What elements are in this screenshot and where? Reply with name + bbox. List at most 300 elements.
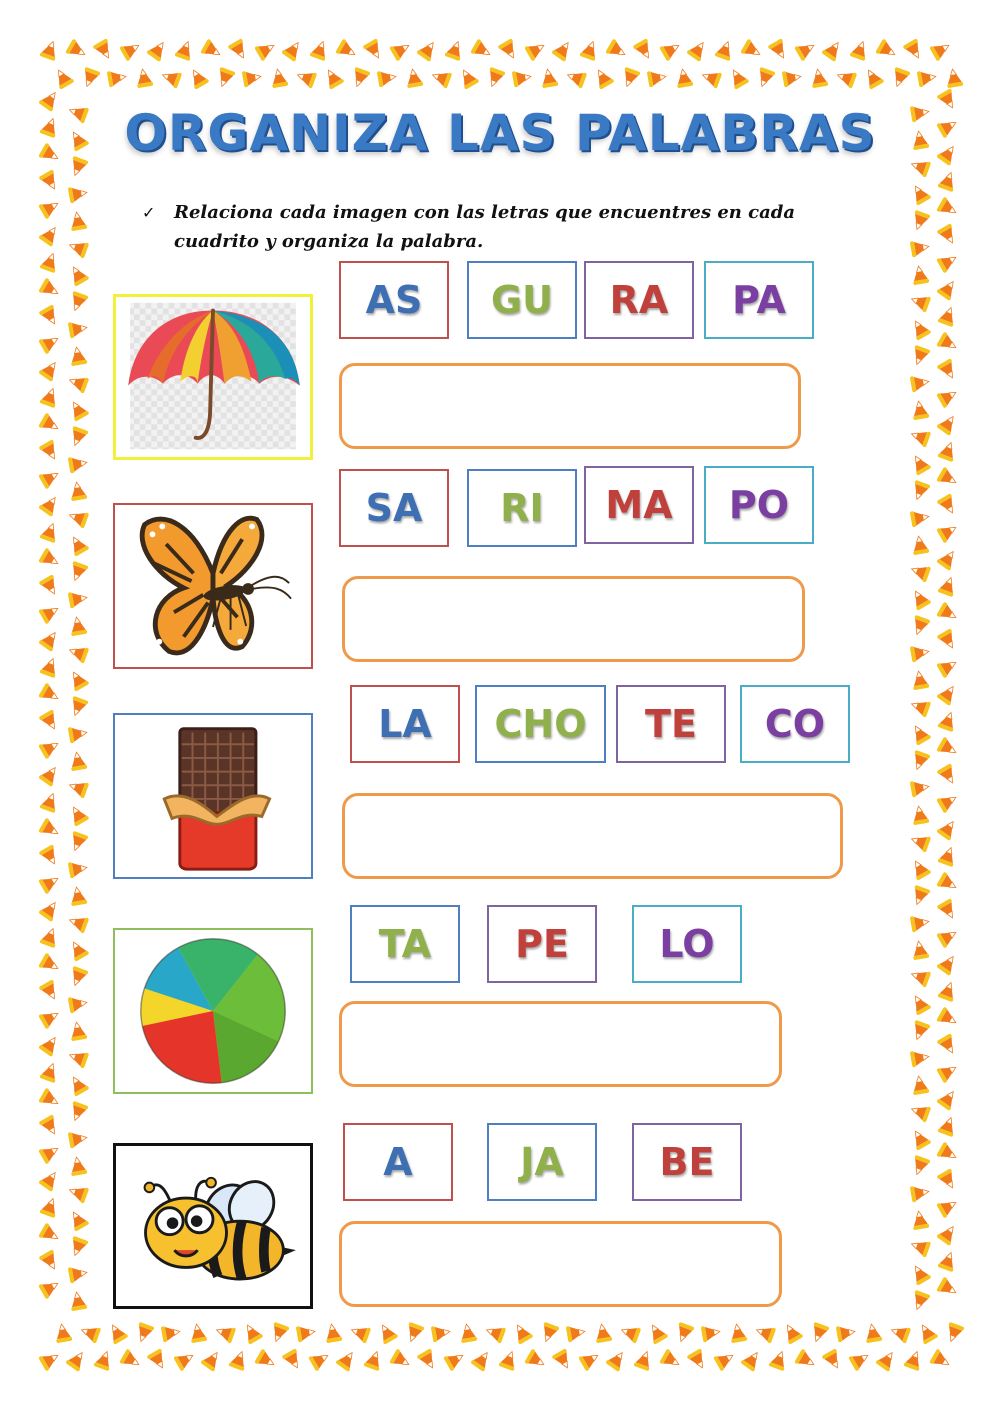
candy-corn-icon [605, 1348, 628, 1372]
candy-corn-icon [911, 400, 930, 421]
candy-corn-icon [389, 1349, 413, 1372]
candy-corn-icon [659, 39, 683, 62]
candy-corn-icon [936, 602, 960, 625]
candy-corn-icon [835, 67, 857, 88]
candy-corn-icon [911, 805, 930, 826]
candy-corn-icon [909, 480, 930, 502]
syllable-box[interactable]: TA [350, 905, 460, 983]
candy-corn-icon [281, 38, 304, 62]
candy-corn-icon [38, 223, 61, 247]
candy-corn-icon [389, 39, 413, 62]
chocolate-icon [115, 715, 311, 877]
syllable-box[interactable]: GU [467, 261, 577, 339]
candy-corn-icon [903, 1349, 924, 1371]
candy-corn-icon [67, 1208, 90, 1232]
candy-corn-icon [376, 1321, 399, 1345]
candy-corn-icon [540, 68, 559, 89]
candy-corn-icon [909, 1020, 930, 1042]
candy-corn-icon [67, 912, 89, 933]
candy-corn-icon [39, 304, 62, 328]
candy-corn-icon [38, 413, 62, 436]
candy-corn-icon [937, 1168, 960, 1192]
candy-corn-icon [910, 779, 931, 798]
candy-corn-icon [38, 332, 62, 355]
candy-corn-icon [538, 1322, 559, 1344]
candy-corn-icon [161, 1324, 182, 1343]
candy-corn-icon [38, 1277, 62, 1300]
candy-corn-icon [363, 38, 386, 62]
candy-corn-icon [39, 1249, 62, 1273]
candy-corn-icon [781, 1321, 804, 1345]
candy-corn-icon [39, 1196, 60, 1218]
candy-corn-icon [133, 1322, 154, 1344]
candy-corn-icon [69, 481, 88, 502]
syllable-box[interactable]: LO [632, 905, 742, 983]
candy-corn-icon [68, 185, 89, 204]
candy-corn-icon [68, 860, 89, 879]
candy-corn-icon [67, 237, 89, 258]
candy-corn-icon [38, 1007, 62, 1030]
candy-corn-icon [242, 69, 263, 88]
candy-corn-icon [54, 1323, 73, 1344]
syllable-box[interactable]: CHO [475, 685, 606, 763]
candy-corn-icon [67, 696, 88, 718]
candy-corn-icon [200, 39, 224, 62]
candy-corn-icon [727, 66, 750, 90]
candy-corn-icon [936, 521, 960, 544]
syllable-box[interactable]: A [343, 1123, 453, 1201]
candy-corn-icon [67, 803, 90, 827]
candy-corn-icon [936, 1007, 960, 1030]
candy-corn-icon [68, 1265, 89, 1284]
candy-corn-icon [39, 574, 62, 598]
candy-corn-icon [67, 561, 88, 583]
candy-corn-icon [937, 898, 960, 922]
candy-corn-icon [254, 39, 278, 62]
candy-corn-icon [38, 872, 62, 895]
candy-corn-icon [93, 1349, 114, 1371]
candy-corn-icon [794, 1349, 818, 1372]
candy-corn-icon [67, 1073, 90, 1097]
candy-corn-icon [524, 39, 548, 62]
candy-corn-icon [67, 1101, 88, 1123]
candy-corn-icon [675, 68, 694, 89]
candy-corn-icon [687, 1348, 710, 1372]
candy-corn-icon [38, 1349, 62, 1372]
candy-corn-icon [937, 358, 960, 382]
candy-corn-icon [228, 38, 251, 62]
candy-corn-icon [945, 68, 964, 89]
umbrella-picture [113, 294, 313, 460]
candy-corn-icon [936, 1061, 960, 1084]
candy-corn-icon [909, 1127, 932, 1151]
candy-corn-icon [810, 68, 829, 89]
candy-corn-icon [68, 320, 89, 339]
candy-corn-icon [254, 1349, 278, 1372]
candy-corn-icon [909, 561, 931, 582]
candy-corn-icon [405, 68, 424, 89]
candy-corn-icon [69, 346, 88, 367]
syllable-box[interactable]: PO [704, 466, 814, 544]
candy-corn-icon [686, 38, 709, 62]
candy-corn-icon [69, 211, 88, 232]
candy-corn-icon [79, 67, 100, 89]
candy-corn-icon [909, 1236, 931, 1257]
candy-corn-icon [579, 39, 600, 61]
candy-corn-icon [768, 1349, 789, 1371]
syllable-box[interactable]: CO [740, 685, 850, 763]
candy-corn-icon [909, 831, 931, 852]
candy-corn-icon [443, 1349, 467, 1372]
candy-corn-icon [936, 737, 960, 760]
candy-corn-icon [889, 67, 910, 89]
candy-corn-icon [38, 898, 61, 922]
candy-corn-icon [936, 656, 960, 679]
candy-corn-icon [578, 1349, 602, 1372]
candy-corn-icon [107, 69, 128, 88]
candy-corn-icon [67, 966, 88, 988]
bee-icon [116, 1146, 310, 1306]
candy-corn-icon [929, 1349, 953, 1372]
candy-corn-icon [93, 38, 116, 62]
syllable-box[interactable]: BE [632, 1123, 742, 1201]
chocolate-picture [113, 713, 313, 879]
candy-corn-icon [633, 1349, 654, 1371]
candy-corn-icon [936, 547, 959, 571]
candy-corn-icon [431, 1324, 452, 1343]
candy-corn-icon [700, 67, 722, 88]
candy-corn-icon [38, 763, 61, 787]
candy-corn-icon [910, 509, 931, 528]
candy-corn-icon [228, 1349, 249, 1371]
candy-corn-icon [349, 1322, 371, 1343]
candy-corn-icon [903, 38, 926, 62]
candy-corn-icon [39, 251, 60, 273]
candy-corn-icon [38, 683, 62, 706]
candy-corn-icon [38, 818, 62, 841]
candy-corn-icon [38, 602, 62, 625]
candy-corn-icon [324, 1323, 343, 1344]
ball-icon [115, 930, 311, 1092]
candy-corn-icon [484, 1322, 506, 1343]
candy-corn-icon [936, 1196, 960, 1219]
candy-corn-icon [936, 682, 959, 706]
candy-corn-icon [160, 67, 182, 88]
candy-corn-icon [619, 67, 640, 89]
candy-corn-icon [377, 69, 398, 88]
candy-corn-icon [936, 467, 960, 490]
candy-corn-icon [214, 1322, 236, 1343]
candy-corn-icon [39, 791, 60, 813]
candy-corn-icon [594, 1323, 613, 1344]
candy-corn-icon [38, 467, 62, 490]
candy-corn-icon [910, 239, 931, 258]
candy-corn-icon [849, 39, 870, 61]
candy-corn-icon [470, 1348, 493, 1372]
candy-corn-icon [911, 1075, 930, 1096]
candy-corn-icon [782, 69, 803, 88]
candy-corn-icon [67, 938, 90, 962]
candy-corn-icon [444, 39, 465, 61]
candy-corn-icon [909, 291, 931, 312]
candy-corn-icon [67, 831, 88, 853]
candy-corn-icon [282, 1348, 305, 1372]
candy-corn-icon [67, 426, 88, 448]
candy-corn-icon [79, 1322, 101, 1343]
instruction-text: Relaciona cada imagen con las letras que encuentres en cada cuadrito y organiza la palabra. [174, 202, 796, 252]
candy-corn-icon [39, 39, 60, 61]
candy-corn-icon [38, 493, 61, 517]
candy-corn-icon [937, 710, 958, 732]
candy-corn-icon [936, 1277, 960, 1300]
candy-corn-icon [936, 817, 959, 841]
candy-corn-icon [619, 1322, 641, 1343]
candy-corn-icon [910, 1184, 931, 1203]
candy-corn-icon [936, 251, 960, 274]
candy-corn-icon [173, 1349, 197, 1372]
candy-corn-icon [909, 857, 932, 881]
candy-corn-icon [911, 535, 930, 556]
candy-corn-icon [911, 265, 930, 286]
candy-corn-icon [67, 1047, 89, 1068]
candy-corn-icon [309, 39, 330, 61]
candy-corn-icon [714, 39, 735, 61]
bee-picture [113, 1143, 313, 1309]
answer-box-4[interactable] [339, 1001, 782, 1087]
candy-corn-icon [936, 277, 959, 301]
candy-corn-icon [937, 980, 958, 1002]
candy-corn-icon [241, 1321, 264, 1345]
syllable-box[interactable]: SA [339, 469, 449, 547]
syllable-box[interactable]: MA [584, 466, 694, 544]
candy-corn-icon [916, 1321, 939, 1345]
syllable-box[interactable]: JA [487, 1123, 597, 1201]
candy-corn-icon [909, 1101, 931, 1122]
candy-corn-icon [135, 68, 154, 89]
candy-corn-icon [864, 1323, 883, 1344]
page-title: ORGANIZA LAS PALABRAS [124, 104, 876, 162]
syllable-box[interactable]: TE [616, 685, 726, 763]
candy-corn-icon [68, 590, 89, 609]
candy-corn-icon [38, 953, 62, 976]
candy-corn-icon [909, 182, 932, 206]
candy-corn-icon [308, 1349, 332, 1372]
candy-corn-icon [929, 39, 953, 62]
candy-corn-icon [768, 38, 791, 62]
candy-corn-icon [403, 1322, 424, 1344]
candy-corn-icon [67, 372, 89, 393]
candy-corn-icon [754, 67, 775, 89]
candy-corn-icon [551, 38, 574, 62]
candy-corn-icon [457, 66, 480, 90]
candy-corn-icon [459, 1323, 478, 1344]
candy-corn-icon [52, 66, 75, 90]
candy-corn-icon [65, 39, 89, 62]
candy-corn-icon [889, 1322, 911, 1343]
candy-corn-icon [937, 305, 958, 327]
candy-corn-icon [911, 1210, 930, 1231]
candy-corn-icon [270, 68, 289, 89]
candy-corn-icon [38, 548, 62, 571]
candy-corn-icon [39, 521, 60, 543]
candy-corn-icon [349, 67, 370, 89]
candy-corn-icon [39, 169, 62, 193]
syllable-box[interactable]: LA [350, 685, 460, 763]
candy-corn-icon [39, 1061, 60, 1083]
candy-corn-icon [754, 1322, 776, 1343]
syllable-box[interactable]: AS [339, 261, 449, 339]
candy-corn-icon [909, 587, 932, 611]
syllable-box[interactable]: PE [487, 905, 597, 983]
candy-corn-icon [147, 1348, 170, 1372]
candy-corn-icon [862, 66, 885, 90]
candy-corn-icon [119, 39, 143, 62]
candy-corn-icon [659, 1349, 683, 1372]
umbrella-icon [116, 297, 310, 457]
candy-corn-icon [296, 1324, 317, 1343]
candy-corn-icon [189, 1323, 208, 1344]
candy-corn-icon [106, 1321, 129, 1345]
candy-corn-icon [68, 725, 89, 744]
candy-corn-icon [65, 1348, 88, 1372]
candy-corn-icon [67, 507, 89, 528]
candy-corn-icon [39, 656, 60, 678]
candy-corn-icon [936, 1222, 959, 1246]
candy-corn-icon [740, 39, 764, 62]
candy-corn-icon [200, 1348, 223, 1372]
butterfly-icon [115, 505, 311, 667]
candy-corn-icon [511, 1321, 534, 1345]
syllable-box[interactable]: PA [704, 261, 814, 339]
candy-corn-icon [937, 575, 958, 597]
candy-corn-icon [909, 750, 930, 772]
answer-box-2[interactable] [342, 576, 805, 662]
candy-corn-icon [633, 38, 656, 62]
candy-corn-icon [187, 66, 210, 90]
candy-corn-icon [39, 386, 60, 408]
candy-corn-icon [937, 493, 960, 517]
candy-corn-icon [69, 886, 88, 907]
candy-corn-icon [909, 426, 931, 447]
candy-corn-icon [39, 979, 62, 1003]
candy-corn-icon [214, 67, 235, 89]
candy-corn-icon [39, 709, 62, 733]
candy-corn-icon [67, 642, 89, 663]
instruction [142, 198, 842, 256]
candy-corn-icon [794, 39, 818, 62]
candy-corn-icon [566, 1324, 587, 1343]
answer-box-5[interactable] [339, 1221, 782, 1307]
candy-corn-icon [146, 38, 169, 62]
candy-corn-icon [740, 1348, 763, 1372]
candy-corn-icon [937, 1115, 958, 1137]
candy-corn-icon [713, 1349, 737, 1372]
candy-corn-icon [38, 358, 61, 382]
candy-corn-icon [936, 386, 960, 409]
candy-corn-icon [512, 69, 533, 88]
candy-corn-icon [910, 1049, 931, 1068]
candy-corn-icon [565, 67, 587, 88]
candy-corn-icon [729, 1323, 748, 1344]
candy-corn-icon [69, 1021, 88, 1042]
candy-corn-icon [69, 1156, 88, 1177]
candy-corn-icon [673, 1322, 694, 1344]
candy-corn-icon [937, 223, 960, 247]
candy-corn-icon [909, 1290, 930, 1312]
candy-corn-icon [909, 615, 930, 637]
candy-corn-icon [646, 1321, 669, 1345]
candy-corn-icon [38, 628, 61, 652]
candy-corn-icon [38, 737, 62, 760]
candy-corn-icon [470, 39, 494, 62]
candy-corn-icon [38, 1223, 62, 1246]
candy-corn-icon [38, 1168, 61, 1192]
candy-corn-icon [808, 1322, 829, 1344]
candy-corn-icon [67, 533, 90, 557]
answer-box-1[interactable] [339, 363, 801, 449]
candy-corn-icon [67, 263, 90, 287]
candy-corn-icon [67, 398, 90, 422]
candy-corn-icon [911, 670, 930, 691]
butterfly-picture [113, 503, 313, 669]
candy-corn-icon [909, 992, 932, 1016]
candy-corn-icon [937, 628, 960, 652]
candy-corn-icon [909, 696, 931, 717]
candy-corn-icon [38, 1088, 62, 1111]
candy-corn-icon [67, 1182, 89, 1203]
candy-corn-icon [647, 69, 668, 88]
candy-corn-icon [38, 1142, 62, 1165]
candy-corn-icon [909, 885, 930, 907]
candy-corn-icon [936, 952, 959, 976]
answer-box-3[interactable] [342, 793, 843, 879]
candy-corn-icon [68, 455, 89, 474]
candy-corn-icon [937, 170, 958, 192]
candy-corn-icon [909, 966, 931, 987]
candy-corn-icon [909, 722, 932, 746]
syllable-box[interactable]: RA [584, 261, 694, 339]
candy-corn-icon [430, 67, 452, 88]
candy-corn-icon [937, 845, 958, 867]
candy-corn-icon [498, 1349, 519, 1371]
candy-corn-icon [937, 440, 958, 462]
candy-corn-icon [322, 66, 345, 90]
candy-corn-icon [936, 332, 960, 355]
candy-corn-icon [417, 1348, 440, 1372]
candy-corn-icon [295, 67, 317, 88]
candy-corn-icon [39, 1114, 62, 1138]
candy-corn-icon [836, 1324, 857, 1343]
candy-corn-icon [39, 926, 60, 948]
candy-corn-icon [936, 197, 960, 220]
candy-corn-icon [335, 1348, 358, 1372]
candy-corn-icon [936, 1142, 960, 1165]
candy-corn-icon [821, 38, 844, 62]
candy-corn-icon [174, 39, 195, 61]
candy-corn-icon [937, 1033, 960, 1057]
candy-corn-icon [335, 39, 359, 62]
check-icon: ✓ [142, 203, 156, 222]
candy-corn-icon [910, 644, 931, 663]
candy-corn-icon [416, 38, 439, 62]
ball-picture [113, 928, 313, 1094]
syllable-box[interactable]: RI [467, 469, 577, 547]
candy-corn-icon [69, 616, 88, 637]
candy-corn-icon [909, 210, 930, 232]
candy-corn-icon [910, 914, 931, 933]
candy-corn-icon [498, 38, 521, 62]
candy-corn-icon [909, 452, 932, 476]
